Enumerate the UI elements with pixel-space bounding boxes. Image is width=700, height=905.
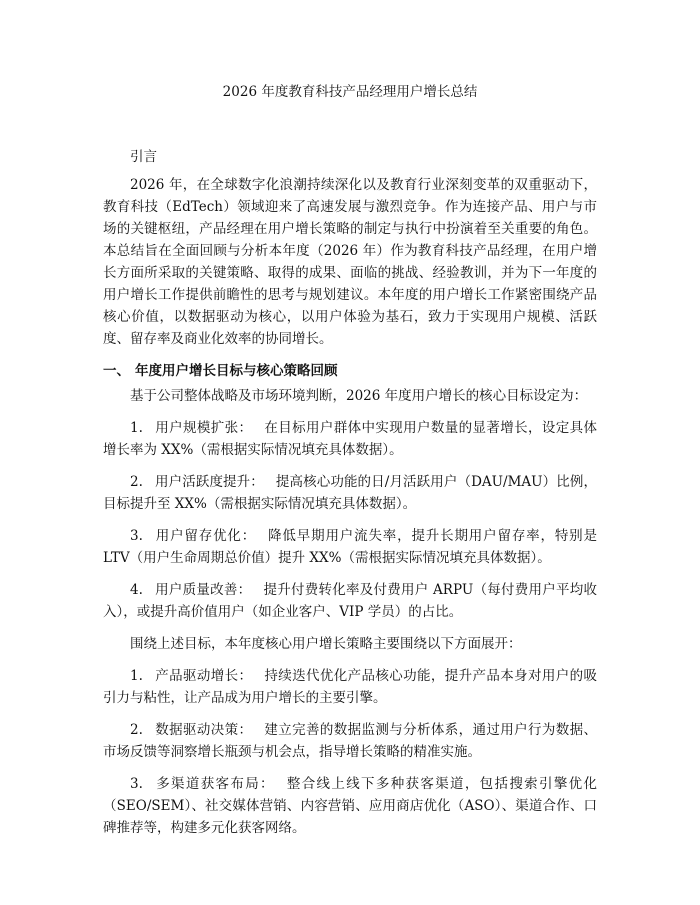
list-item-label: 多渠道获客布局： bbox=[154, 776, 275, 792]
list-item bbox=[103, 665, 597, 709]
list-item-label: 数据驱动决策： bbox=[154, 722, 253, 738]
list-item bbox=[103, 579, 597, 623]
list-item-number: 3. bbox=[130, 528, 143, 544]
list-item-text: 降低早期用户流失率，提升长期用户留存率，特别是 LTV（用户生命周期总价值）提升 XX%（需根据实际情况填充具体数据）。 bbox=[103, 528, 598, 566]
intro-paragraph: 2026 年，在全球数字化浪潮持续深化以及教育行业深刻变革的双重驱动下，教育科技（EdTech）领域迎来了高速发展与激烈竞争。作为连接产品、用户与市场的关键枢纽，产品经理在用户增长策略的制定与执行中扮演着至关重要的角色。本总结旨在全面回顾与分析本年度（2026 年）作为教育科技产品经理，在用户增长方面所采取的关键策略、取得的成果、面临的挑战、经验教训，并为下一年度的用户增长工作提供前瞻性的思考与规划建议。本年度的用户增长工作紧密围绕产品核心价值，以数据驱动为核心，以用户体验为基石，致力于实现用户规模、活跃度、留存率及商业化效率的协同增长。 bbox=[103, 177, 597, 347]
list-item-number: 1. bbox=[130, 420, 143, 436]
list-item bbox=[103, 719, 597, 763]
list-item-number: 2. bbox=[130, 722, 143, 738]
list-item-label: 用户留存优化： bbox=[154, 528, 257, 544]
list-item-number: 1. bbox=[130, 668, 143, 684]
section-number: 一、 bbox=[103, 363, 130, 379]
list-item bbox=[103, 417, 597, 461]
list-item-label: 用户质量改善： bbox=[154, 582, 252, 598]
goals-lead: 基于公司整体战略及市场环境判断，2026 年度用户增长的核心目标设定为： bbox=[130, 388, 588, 404]
document-body bbox=[103, 146, 597, 839]
list-item-text: 建立完善的数据监测与分析体系，通过用户行为数据、市场反馈等洞察增长瓶颈与机会点，指导增长策略的精准实施。 bbox=[103, 722, 598, 760]
list-item bbox=[103, 471, 597, 515]
list-item-number: 4. bbox=[130, 582, 143, 598]
list-item-text: 整合线上线下多种获客渠道，包括搜索引擎优化（SEO/SEM）、社交媒体营销、内容营销、应用商店优化（ASO）、渠道合作、口碑推荐等，构建多元化获客网络。 bbox=[103, 776, 598, 836]
section-heading bbox=[103, 359, 597, 379]
list-item-number: 3. bbox=[130, 776, 143, 792]
list-item-text: 持续迭代优化产品核心功能，提升产品本身对用户的吸引力与粘性，让产品成为用户增长的主要引擎。 bbox=[103, 668, 598, 706]
strategy-lead: 围绕上述目标，本年度核心用户增长策略主要围绕以下方面展开： bbox=[130, 636, 522, 652]
section-title: 年度用户增长目标与核心策略回顾 bbox=[135, 363, 338, 379]
list-item-text: 提高核心功能的日/月活跃用户（DAU/MAU）比例，目标提升至 XX%（需根据实际情况填充具体数据）。 bbox=[103, 474, 597, 512]
list-item bbox=[103, 525, 597, 569]
list-item bbox=[103, 773, 597, 839]
list-item-label: 用户规模扩张： bbox=[154, 420, 253, 436]
list-item-number: 2. bbox=[130, 474, 143, 490]
list-item-label: 用户活跃度提升： bbox=[154, 474, 264, 490]
list-item-label: 产品驱动增长： bbox=[154, 668, 253, 684]
list-item-text: 在目标用户群体中实现用户数量的显著增长，设定具体增长率为 XX%（需根据实际情况填充具体数据）。 bbox=[103, 420, 598, 458]
document-title: 2026 年度教育科技产品经理用户增长总结 bbox=[222, 84, 478, 100]
list-item-text: 提升付费转化率及付费用户 ARPU（每付费用户平均收入），或提升高价值用户（如企业客户、VIP 学员）的占比。 bbox=[103, 582, 597, 620]
intro-heading: 引言 bbox=[130, 149, 157, 165]
